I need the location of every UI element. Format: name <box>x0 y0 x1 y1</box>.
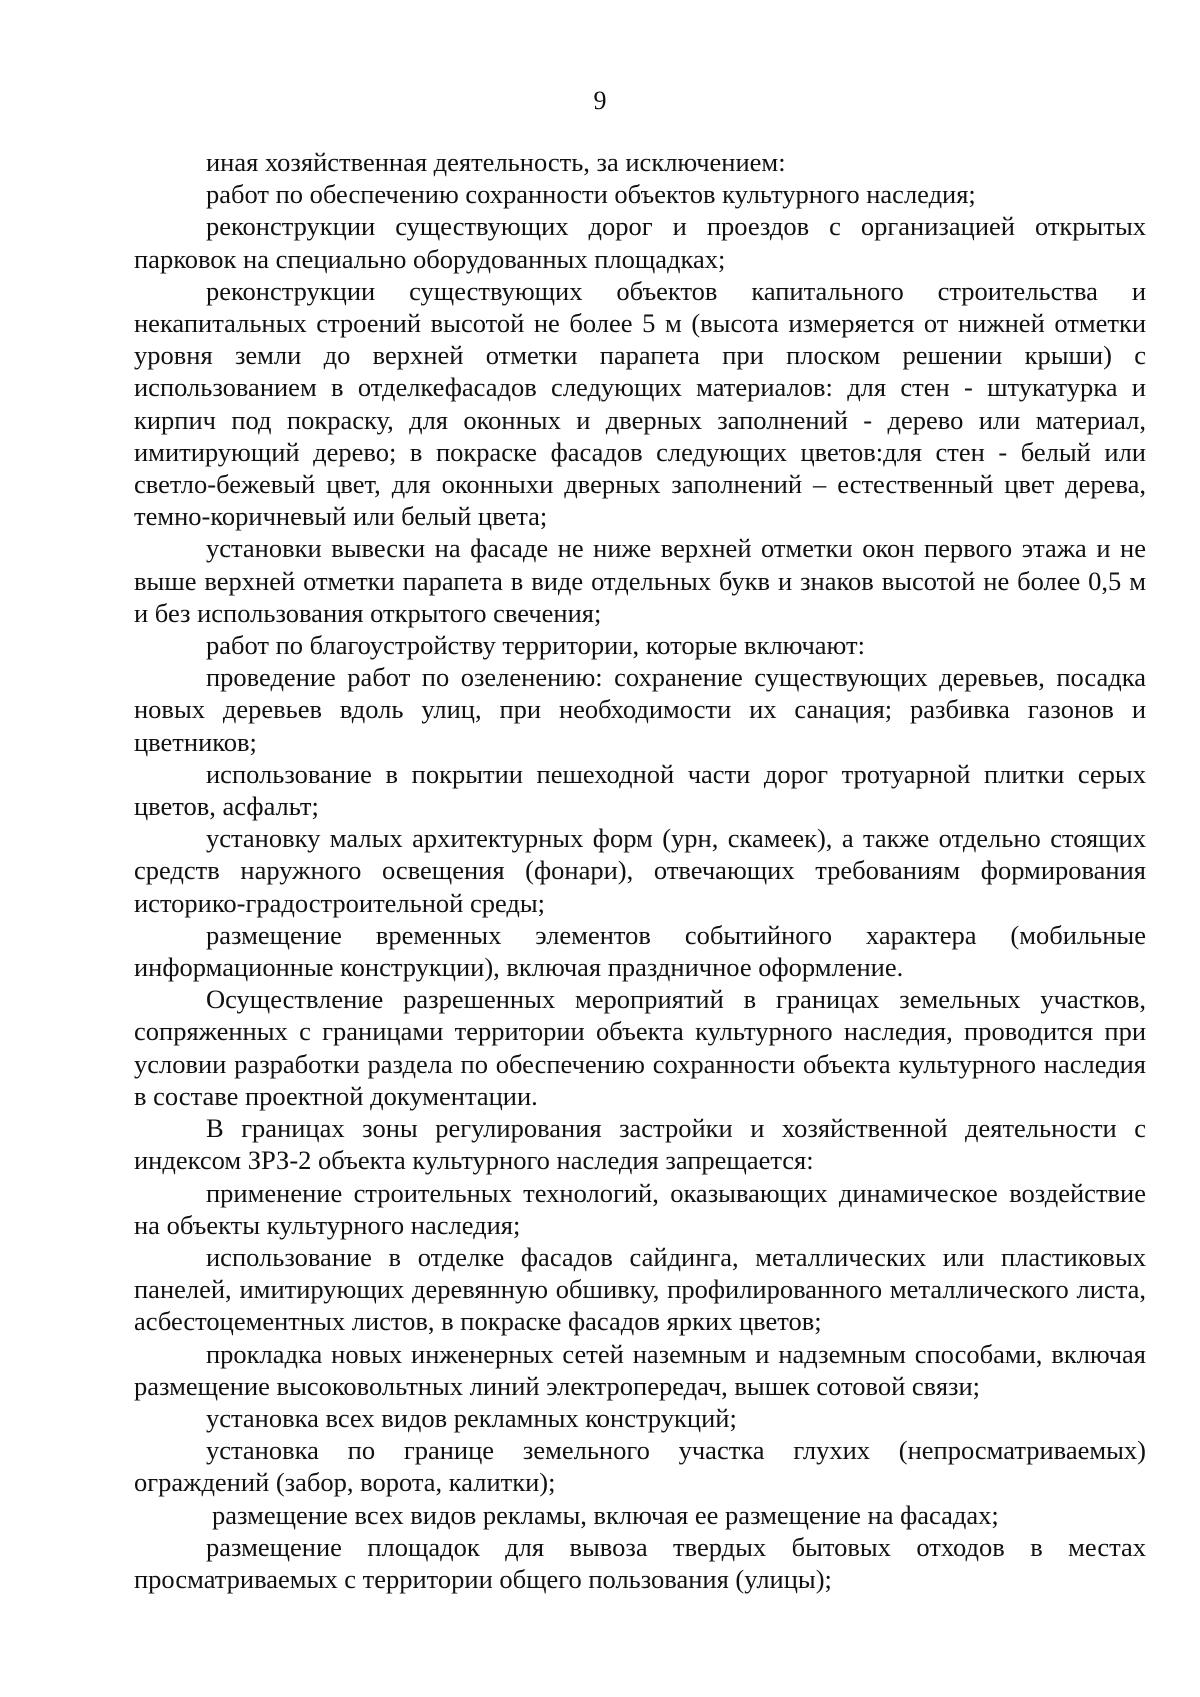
paragraph: использование в покрытии пешеходной части дорог тротуарной плитки серых цветов, асфальт; <box>134 758 1146 822</box>
paragraph: размещение всех видов рекламы, включая ее размещение на фасадах; <box>212 1499 999 1530</box>
page-number: 9 <box>593 86 607 115</box>
paragraph: прокладка новых инженерных сетей наземным и надземным способами, включая размещение высоковольтных линий электропередач, вышек сотовой связи; <box>134 1338 1146 1401</box>
paragraph: установка по границе земельного участка глухих (непросматриваемых) ограждений (забор, ворота, калитки); <box>134 1435 1146 1498</box>
paragraph: проведение работ по озеленению: сохранение существующих деревьев, посадка новых деревьев вдоль улиц, при необходимости их санация; разбивка газонов и цветников; <box>134 662 1146 757</box>
paragraph: работ по благоустройству территории, которые включают: <box>206 630 865 661</box>
paragraph: установку малых архитектурных форм (урн, скамеек), а также отдельно стоящих средств наружного освещения (фонари), отвечающих требованиям формирования историко-градостроительной среды; <box>134 823 1146 918</box>
paragraph: реконструкции существующих объектов капитального строительства и некапитальных строений высотой не более 5 м (высота измеряется от нижней отметки уровня земли до верхней отметки парапета при плоском решении крыши) с использованием в отделкефасадов следующих материалов: для стен - штукатурка и кирпич под покраску, для оконных и дверных заполнений - дерево или материал, имитирующий дерево; в покраске фасадов следующих цветов:для стен - белый или светло-бежевый цвет, для оконныхи дверных заполнений – естественный цвет дерева, темно-коричневый или белый цвета; <box>134 275 1146 532</box>
paragraph: реконструкции существующих дорог и проездов с организацией открытых парковок на специально оборудованных площадках; <box>134 211 1146 274</box>
paragraph: размещение площадок для вывоза твердых бытовых отходов в местах просматриваемых с территории общего пользования (улицы); <box>134 1531 1146 1594</box>
paragraph: иная хозяйственная деятельность, за исключением: <box>206 147 786 177</box>
document-body <box>134 146 1146 1595</box>
paragraph: установки вывески на фасаде не ниже верхней отметки окон первого этажа и не выше верхней отметки парапета в виде отдельных букв и знаков высотой не более 0,5 м и без использования открытого свечения; <box>134 533 1146 628</box>
paragraph: работ по обеспечению сохранности объектов культурного наследия; <box>206 179 976 210</box>
paragraph: установка всех видов рекламных конструкций; <box>206 1402 737 1433</box>
paragraph: размещение временных элементов событийного характера (мобильные информационные конструкции), включая праздничное оформление. <box>134 919 1146 983</box>
paragraph: В границах зоны регулирования застройки и хозяйственной деятельности с индексом ЗРЗ-2 объекта культурного наследия запрещается: <box>134 1113 1146 1176</box>
paragraph: применение строительных технологий, оказывающих динамическое воздействие на объекты культурного наследия; <box>134 1177 1146 1240</box>
paragraph: использование в отделке фасадов сайдинга, металлических или пластиковых панелей, имитирующих деревянную обшивку, профилированного металлического листа, асбестоцементных листов, в покраске фасадов ярких цветов; <box>134 1241 1146 1337</box>
paragraph: Осуществление разрешенных мероприятий в границах земельных участков, сопряженных с границами территории объекта культурного наследия, проводится при условии разработки раздела по обеспечению сохранности объекта культурного наследия в составе проектной документации. <box>134 984 1146 1111</box>
